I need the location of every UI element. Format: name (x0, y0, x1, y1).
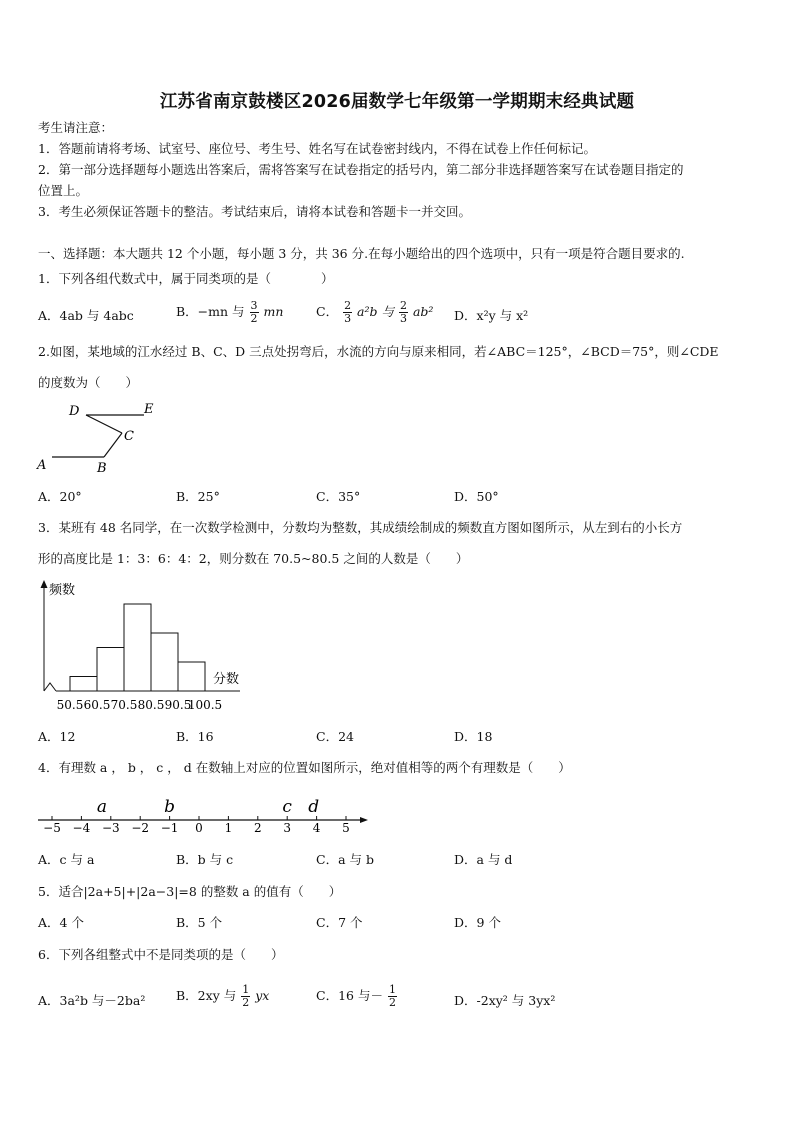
q2-option-a: A．20° (38, 489, 82, 504)
histogram-y-label: 频数 (49, 583, 76, 598)
histogram-y-arrow (41, 580, 48, 588)
q2-stem-line2: 的度数为（ ） (38, 375, 139, 390)
q1-b-prefix: B．−mn 与 (176, 304, 245, 319)
notice-item-1: 1．答题前请将考场、试室号、座位号、考生号、姓名写在试卷密封线内，不得在试卷上作任何标记。 (38, 141, 596, 156)
notice-item-2: 2．第一部分选择题每小题选出答案后，需将答案写在试卷指定的括号内，第二部分非选择题答案写在试卷题目指定的 (38, 162, 684, 177)
histogram-bar (70, 677, 97, 692)
histogram-bar (178, 662, 205, 691)
histogram-tick-label: 100.5 (187, 698, 223, 712)
q1-c-fraction-2 (399, 300, 408, 325)
number-line-tick-label: −4 (72, 821, 91, 835)
q4-option-c: C．a 与 b (316, 852, 374, 867)
notice-heading: 考生请注意： (38, 120, 114, 135)
q1-option-c (316, 300, 433, 325)
histogram-tick-label: 60.5 (83, 698, 111, 712)
q6-c-prefix: C．16 与－ (316, 988, 383, 1003)
section-heading: 一、选择题：本大题共 12 个小题，每小题 3 分，共 36 分.在每小题给出的四个选项中，只有一项是符合题目要求的. (38, 246, 685, 261)
q2-label-d: D (69, 404, 80, 419)
q5-option-b: B．5 个 (176, 915, 223, 930)
q4-option-a: A．c 与 a (38, 852, 95, 867)
q4-option-d: D．a 与 d (454, 852, 513, 867)
number-line-point-label: a (96, 797, 108, 817)
q6-b-prefix: B．2xy 与 (176, 988, 237, 1003)
q1-b-numerator: 3 (250, 299, 258, 312)
q1-stem: 1．下列各组代数式中，属于同类项的是（ ） (38, 271, 334, 286)
q1-option-b (176, 300, 283, 325)
q6-option-b (176, 984, 269, 1009)
number-line-tick-label: 5 (342, 821, 350, 835)
histogram-x-label: 分数 (213, 672, 240, 687)
q2-label-e: E (144, 402, 154, 417)
q1-c-middle: a²b 与 (357, 304, 394, 319)
q1-c-fraction-1 (343, 300, 352, 325)
q6-option-c (316, 984, 398, 1009)
number-line-tick-label: −1 (160, 821, 179, 835)
q2-option-d: D．50° (454, 489, 499, 504)
page-title: 江苏省南京鼓楼区2026届数学七年级第一学期期末经典试题 (159, 92, 635, 112)
q3-option-a: A．12 (38, 729, 76, 744)
q3-stem-line2: 形的高度比是 1：3：6：4：2，则分数在 70.5~80.5 之间的人数是（ ） (38, 551, 469, 566)
q6-b-numerator: 1 (242, 983, 250, 996)
q6-stem: 6．下列各组整式中不是同类项的是（ ） (38, 947, 284, 962)
q6-b-fraction (241, 984, 250, 1009)
q6-option-a: A．3a²b 与－2ba² (38, 993, 146, 1008)
q6-c-numerator: 1 (388, 983, 396, 996)
histogram-tick-label: 90.5 (164, 698, 192, 712)
q1-b-suffix: mn (263, 304, 284, 319)
number-line-tick-label: 1 (224, 821, 233, 835)
histogram-tick-label: 80.5 (137, 698, 165, 712)
histogram-tick-label: 50.5 (56, 698, 84, 712)
number-line-tick-label: 3 (283, 821, 292, 835)
q4-option-b: B．b 与 c (176, 852, 234, 867)
q4-number-line (34, 790, 374, 838)
q4-stem: 4．有理数 a ， b ， c ， d 在数轴上对应的位置如图所示，绝对值相等的两个有理数是（ ） (38, 760, 571, 775)
number-line-tick-label: −5 (43, 821, 61, 835)
q1-option-a: A．4ab 与 4abc (38, 308, 134, 323)
q1-c-denominator-2: 3 (399, 312, 407, 325)
histogram-tick-label: 70.5 (110, 698, 138, 712)
q2-segment-cd (86, 415, 122, 433)
q6-b-denominator: 2 (242, 996, 250, 1009)
number-line-point-label: b (164, 797, 176, 817)
q1-b-denominator: 2 (250, 312, 258, 325)
q3-option-c: C．24 (316, 729, 354, 744)
q6-option-d: D．-2xy² 与 3yx² (454, 993, 556, 1008)
q1-c-denominator-1: 3 (344, 312, 352, 325)
number-line-tick-label: −3 (101, 821, 120, 835)
q2-label-c: C (124, 429, 134, 444)
number-line-tick-label: 4 (312, 821, 321, 835)
q2-label-b: B (97, 461, 107, 476)
q1-c-prefix: C． (316, 304, 339, 319)
q1-c-suffix: ab² (412, 304, 434, 319)
q1-b-fraction (250, 300, 259, 325)
q5-option-a: A．4 个 (38, 915, 84, 930)
q2-option-c: C．35° (316, 489, 361, 504)
q1-c-numerator-2: 2 (399, 299, 407, 312)
number-line-arrow (360, 817, 368, 823)
number-line-point-label: d (308, 797, 320, 817)
q2-segment-bc (104, 433, 122, 457)
number-line-point-label: c (282, 797, 292, 817)
q6-c-fraction (388, 984, 397, 1009)
q6-c-denominator: 2 (388, 996, 396, 1009)
q3-option-d: D．18 (454, 729, 493, 744)
histogram-bar (151, 633, 178, 691)
q3-histogram (30, 576, 250, 716)
q3-stem-line1: 3．某班有 48 名同学，在一次数学检测中，分数均为整数，其成绩绘制成的频数直方图如图所示，从左到右的小长方 (38, 520, 683, 535)
q5-stem: 5．适合|2a+5|+|2a−3|=8 的整数 a 的值有（ ） (38, 884, 342, 899)
number-line-tick-label: 2 (253, 821, 262, 835)
histogram-bar (124, 604, 151, 691)
q2-option-b: B．25° (176, 489, 220, 504)
notice-item-2-cont: 位置上。 (38, 183, 89, 198)
q1-option-d: D．x²y 与 x² (454, 308, 529, 323)
q2-label-a: A (37, 458, 47, 473)
q5-option-c: C．7 个 (316, 915, 363, 930)
q2-stem-line1: 2.如图，某地域的江水经过 B、C、D 三点处拐弯后，水流的方向与原来相同，若∠ABC＝125°，∠BCD＝75°，则∠CDE (38, 344, 719, 359)
histogram-axis-break (44, 683, 56, 691)
q5-option-d: D．9 个 (454, 915, 501, 930)
number-line-tick-label: −2 (131, 821, 150, 835)
q2-figure (34, 398, 174, 476)
q6-b-suffix: yx (255, 988, 270, 1003)
notice-item-3: 3．考生必须保证答题卡的整洁。考试结束后，请将本试卷和答题卡一并交回。 (38, 204, 471, 219)
q3-option-b: B．16 (176, 729, 214, 744)
histogram-bar (97, 648, 124, 692)
q1-c-numerator-1: 2 (344, 299, 352, 312)
number-line-tick-label: 0 (195, 821, 203, 835)
